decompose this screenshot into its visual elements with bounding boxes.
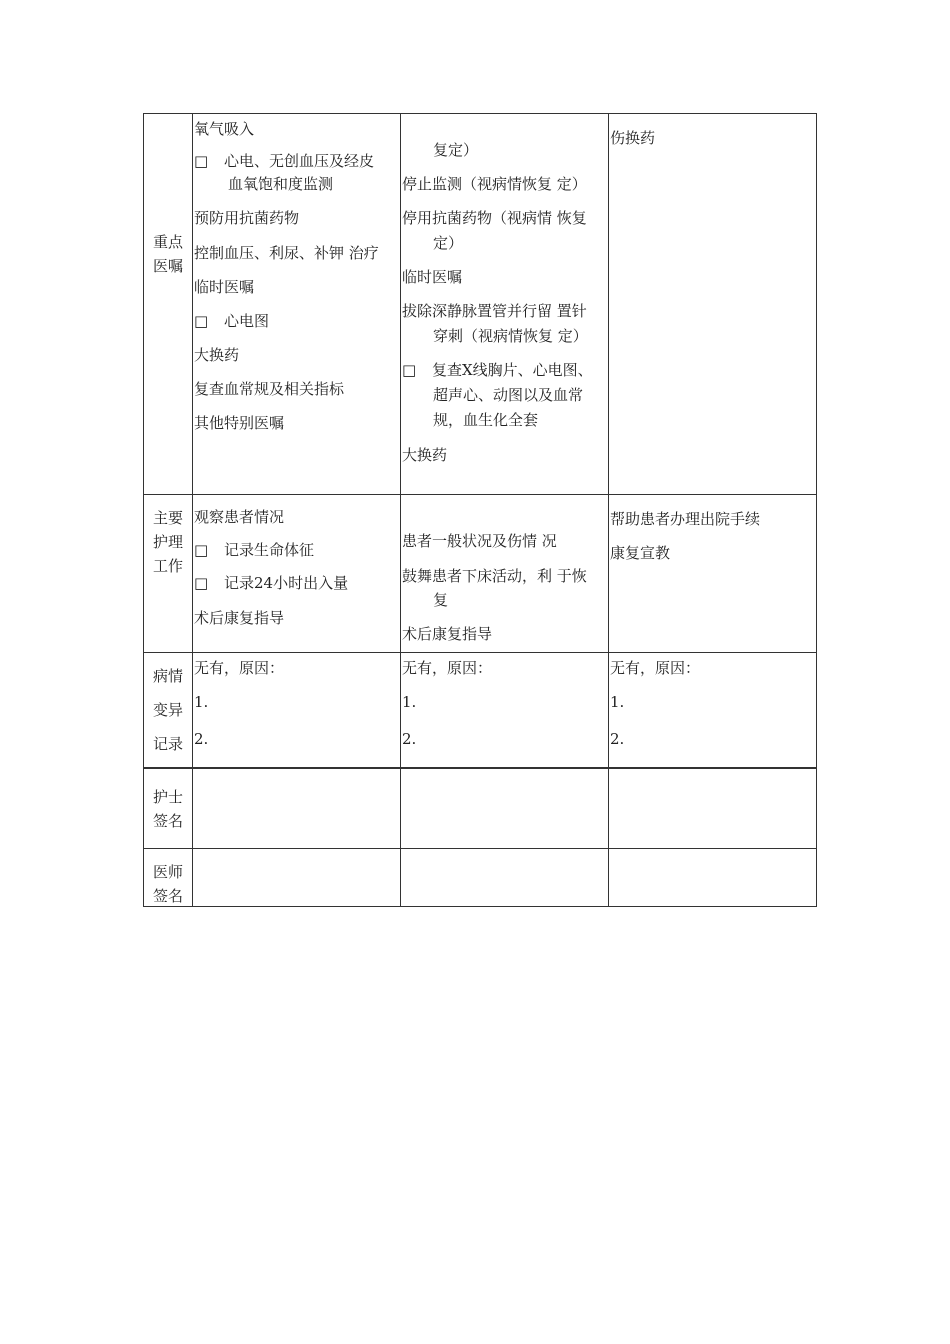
order-item: 氧气吸入 (194, 120, 255, 138)
order-item: 停用抗菌药物（视病情 恢复 (402, 209, 587, 227)
variance-item: 1. (610, 693, 625, 711)
order-item: □ 复查X线胸片、心电图、 (402, 361, 593, 379)
checkbox-icon: □ (194, 152, 209, 170)
nursing-item: 患者一般状况及伤情 况 (402, 532, 557, 550)
row-label-orders: 重点 医嘱 (152, 233, 183, 275)
order-item: □ 心电、无创血压及经皮 (194, 152, 375, 170)
order-item: 临时医嘱 (402, 268, 463, 286)
column-divider (608, 113, 609, 907)
variance-status: 无有，原因： (402, 659, 493, 677)
order-item: 预防用抗菌药物 (194, 209, 300, 227)
row-label-nursing: 主要 护理 工作 (152, 509, 183, 575)
variance-item: 1. (402, 693, 417, 711)
nursing-item: 术后康复指导 (402, 625, 493, 643)
nursing-item: 鼓舞患者下床活动，利 于恢 (402, 567, 587, 585)
order-item: 大换药 (402, 446, 448, 464)
nursing-item: □ 记录24小时出入量 (194, 574, 349, 592)
order-item: 复查血常规及相关指标 (194, 380, 345, 398)
nursing-item: 康复宣教 (610, 544, 671, 562)
order-item: 伤换药 (610, 129, 656, 147)
variance-item: 2. (402, 730, 417, 748)
order-item: □ 心电图 (194, 312, 270, 330)
checkbox-icon: □ (194, 541, 209, 559)
variance-status: 无有，原因： (610, 659, 701, 677)
variance-item: 2. (610, 730, 625, 748)
order-item: 血氧饱和度监测 (228, 175, 334, 193)
row-label-doctor-sign: 医师 签名 (152, 863, 183, 905)
column-divider (192, 113, 193, 907)
variance-item: 2. (194, 730, 209, 748)
order-item: 穿刺（视病情恢复 定） (433, 327, 588, 345)
order-item: 定） (433, 234, 464, 252)
row-divider (143, 848, 817, 849)
row-divider (143, 652, 817, 653)
table-border-bottom (143, 906, 817, 907)
nursing-item: 复 (433, 591, 449, 609)
order-item: 大换药 (194, 346, 240, 364)
nursing-item: 帮助患者办理出院手续 (610, 510, 761, 528)
order-item: 控制血压、利尿、补钾 治疗 (194, 244, 379, 262)
nursing-item: □ 记录生命体征 (194, 541, 315, 559)
row-label-variance: 病情 变异 记录 (152, 667, 183, 753)
checkbox-icon: □ (194, 312, 209, 330)
order-item: 超声心、动图以及血常 (433, 386, 584, 404)
order-item: 拔除深静脉置管并行留 置针 (402, 302, 587, 320)
row-label-nurse-sign: 护士 签名 (152, 788, 183, 830)
variance-item: 1. (194, 693, 209, 711)
checkbox-icon: □ (194, 574, 209, 592)
checkbox-icon: □ (402, 361, 417, 379)
order-item: 复定） (433, 141, 479, 159)
column-divider (400, 113, 401, 907)
row-divider (143, 767, 817, 769)
order-item: 临时医嘱 (194, 278, 255, 296)
nursing-item: 术后康复指导 (194, 609, 285, 627)
table-border-top (143, 113, 817, 114)
table-border-right (816, 113, 817, 907)
order-item: 规，血生化全套 (433, 411, 539, 429)
order-item: 其他特别医嘱 (194, 414, 285, 432)
nursing-item: 观察患者情况 (194, 508, 285, 526)
variance-status: 无有，原因： (194, 659, 285, 677)
row-divider (143, 494, 817, 495)
order-item: 停止监测（视病情恢复 定） (402, 175, 587, 193)
